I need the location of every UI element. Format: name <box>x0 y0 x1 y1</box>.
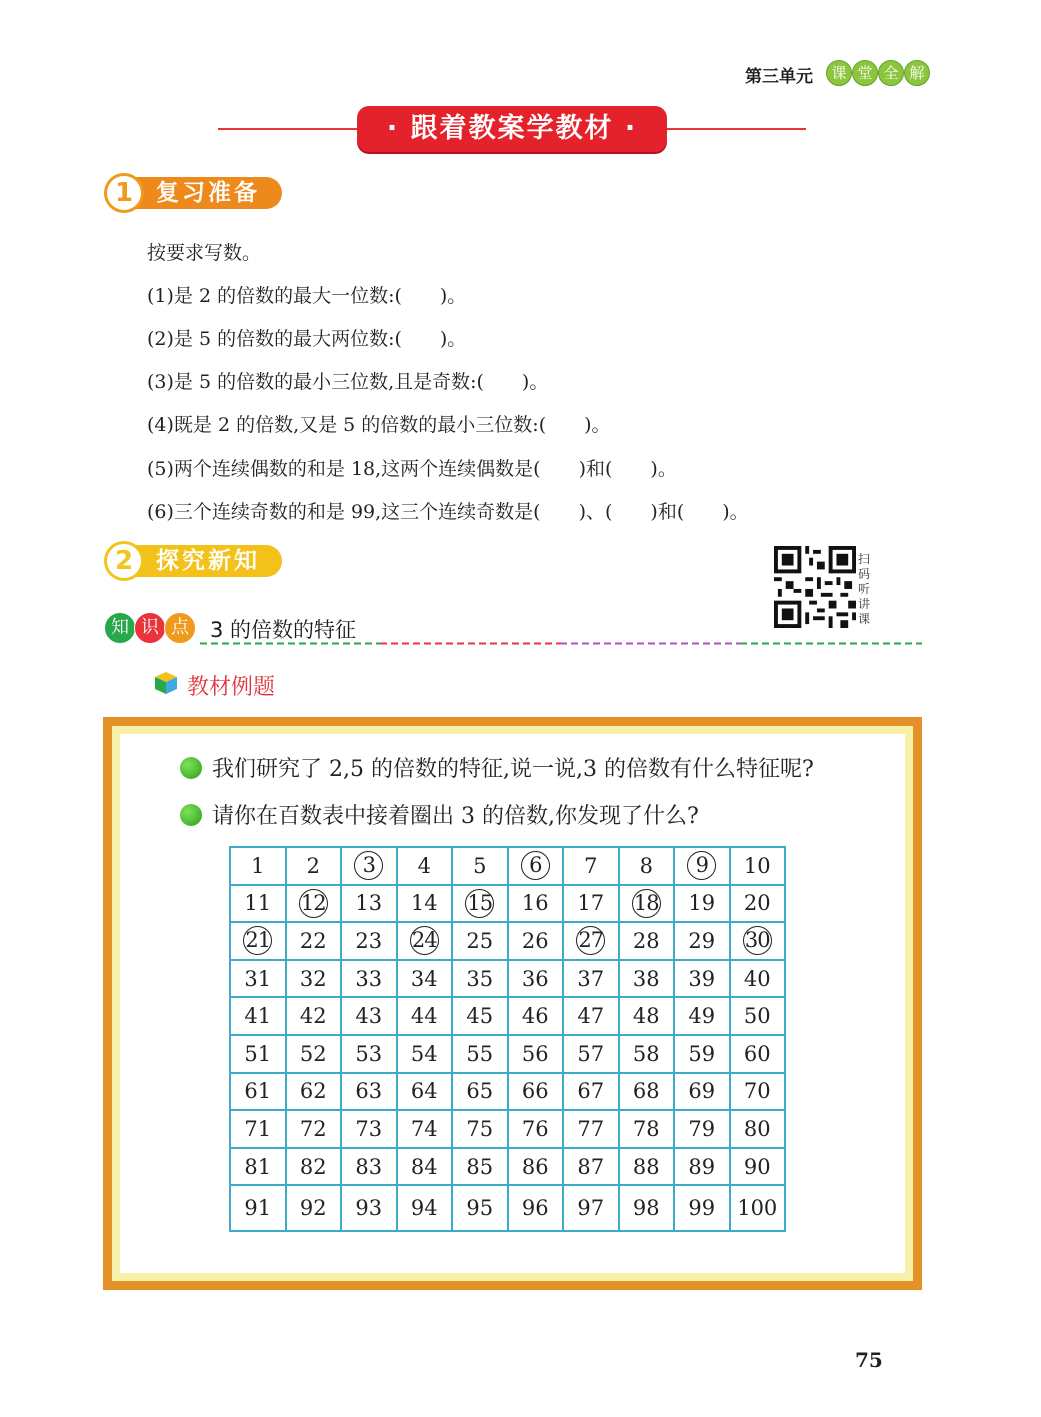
cell-number: 57 <box>577 1041 605 1066</box>
chart-cell[interactable] <box>286 847 342 885</box>
cell-number: 48 <box>632 1004 660 1029</box>
chart-cell[interactable] <box>286 1035 342 1073</box>
cell-number: 26 <box>521 928 549 953</box>
cell-number: 71 <box>244 1116 272 1141</box>
chart-cell[interactable] <box>397 922 453 960</box>
question-text: 我们研究了 2,5 的倍数的特征,说一说,3 的倍数有什么特征呢? <box>212 757 814 782</box>
cell-number: 44 <box>410 1004 438 1029</box>
chart-cell[interactable] <box>397 1110 453 1148</box>
chart-cell[interactable] <box>508 1148 564 1186</box>
cell-number: 47 <box>577 1004 605 1029</box>
cell-number: 1 <box>251 853 265 878</box>
chart-cell[interactable] <box>619 997 675 1035</box>
chart-cell[interactable] <box>397 885 453 923</box>
chart-cell[interactable] <box>730 1185 786 1231</box>
chart-cell[interactable] <box>563 1035 619 1073</box>
brand-char: 解 <box>904 60 930 86</box>
chart-cell[interactable] <box>730 997 786 1035</box>
cell-number: 53 <box>355 1041 383 1066</box>
cell-number: 11 <box>244 891 272 916</box>
chart-cell[interactable] <box>452 1035 508 1073</box>
chart-cell[interactable] <box>452 885 508 923</box>
cell-number: 22 <box>299 928 327 953</box>
cell-number: 36 <box>521 966 549 991</box>
chart-cell[interactable] <box>286 885 342 923</box>
chart-row <box>230 1110 785 1148</box>
cell-number: 42 <box>299 1004 327 1029</box>
cell-number: 19 <box>688 891 716 916</box>
cell-number: 10 <box>743 853 771 878</box>
section-number: 2 <box>104 541 144 581</box>
chart-cell[interactable] <box>452 1148 508 1186</box>
chart-row <box>230 1073 785 1111</box>
chart-cell[interactable] <box>341 847 397 885</box>
review-item: (5)两个连续偶数的和是 18,这两个连续偶数是( )和( )。 <box>147 458 677 480</box>
chart-cell[interactable] <box>508 847 564 885</box>
chart-row <box>230 885 785 923</box>
chapter-banner: · 跟着教案学教材 · <box>357 106 667 152</box>
chart-cell[interactable] <box>230 960 286 998</box>
cell-number: 35 <box>466 966 494 991</box>
chart-cell[interactable] <box>397 997 453 1035</box>
cell-number: 38 <box>632 966 660 991</box>
cell-number: 95 <box>466 1196 494 1221</box>
kp-badge: 知 <box>104 612 136 644</box>
circled-number: 3 <box>354 851 383 880</box>
chart-cell[interactable] <box>341 960 397 998</box>
cell-number: 14 <box>410 891 438 916</box>
cell-number: 88 <box>632 1154 660 1179</box>
cell-number: 16 <box>521 891 549 916</box>
cell-number: 58 <box>632 1041 660 1066</box>
circled-number: 9 <box>687 851 716 880</box>
chart-cell[interactable] <box>563 1148 619 1186</box>
chart-cell[interactable] <box>563 960 619 998</box>
chart-cell[interactable] <box>452 1110 508 1148</box>
chart-cell[interactable] <box>286 1148 342 1186</box>
chart-cell[interactable] <box>619 1110 675 1148</box>
chart-cell[interactable] <box>730 847 786 885</box>
cell-number: 20 <box>743 891 771 916</box>
chart-cell[interactable] <box>508 922 564 960</box>
cell-number: 84 <box>410 1154 438 1179</box>
chart-cell[interactable] <box>230 922 286 960</box>
cell-number: 59 <box>688 1041 716 1066</box>
cell-number: 55 <box>466 1041 494 1066</box>
chart-cell[interactable] <box>286 1073 342 1111</box>
cell-number: 74 <box>410 1116 438 1141</box>
cell-number: 5 <box>473 853 487 878</box>
chart-row <box>230 1148 785 1186</box>
chart-row <box>230 1035 785 1073</box>
brand-char: 课 <box>826 60 852 86</box>
cell-number: 82 <box>299 1154 327 1179</box>
chart-cell[interactable] <box>452 847 508 885</box>
cell-number: 93 <box>355 1196 383 1221</box>
circled-number: 30 <box>743 926 772 955</box>
dashed-divider <box>200 642 922 645</box>
chart-cell[interactable] <box>508 997 564 1035</box>
cell-number: 49 <box>688 1004 716 1029</box>
cell-number: 86 <box>521 1154 549 1179</box>
chart-cell[interactable] <box>341 1185 397 1231</box>
banner-line-right <box>662 128 806 130</box>
chart-cell[interactable] <box>674 1185 730 1231</box>
review-item: (6)三个连续奇数的和是 99,这三个连续奇数是( )、( )和( )。 <box>147 501 749 523</box>
cell-number: 92 <box>299 1196 327 1221</box>
chart-cell[interactable] <box>730 1073 786 1111</box>
question-line <box>180 752 814 783</box>
chart-cell[interactable] <box>452 922 508 960</box>
cell-number: 64 <box>410 1079 438 1104</box>
cell-number: 89 <box>688 1154 716 1179</box>
chart-row <box>230 997 785 1035</box>
chart-cell[interactable] <box>230 1035 286 1073</box>
cell-number: 29 <box>688 928 716 953</box>
question-line <box>180 799 699 830</box>
cell-number: 73 <box>355 1116 383 1141</box>
chart-cell[interactable] <box>341 1073 397 1111</box>
example-title: 教材例题 <box>187 675 276 700</box>
cell-number: 87 <box>577 1154 605 1179</box>
chart-cell[interactable] <box>730 1148 786 1186</box>
chart-cell[interactable] <box>452 997 508 1035</box>
cell-number: 4 <box>417 853 431 878</box>
cell-number: 70 <box>743 1079 771 1104</box>
cell-number: 100 <box>737 1196 778 1221</box>
chart-cell[interactable] <box>730 1110 786 1148</box>
chart-cell[interactable] <box>619 922 675 960</box>
section-explore-header <box>104 542 282 580</box>
chart-cell[interactable] <box>397 1073 453 1111</box>
chart-cell[interactable] <box>619 1148 675 1186</box>
green-bullet-icon <box>180 757 202 779</box>
cell-number: 75 <box>466 1116 494 1141</box>
chart-cell[interactable] <box>397 1035 453 1073</box>
cell-number: 23 <box>355 928 383 953</box>
chart-cell[interactable] <box>341 1110 397 1148</box>
chart-cell[interactable] <box>674 1073 730 1111</box>
chart-cell[interactable] <box>730 1035 786 1073</box>
chart-cell[interactable] <box>508 1073 564 1111</box>
chart-row <box>230 922 785 960</box>
chart-cell[interactable] <box>508 1185 564 1231</box>
cell-number: 54 <box>410 1041 438 1066</box>
chart-cell[interactable] <box>619 885 675 923</box>
circled-number: 21 <box>243 926 272 955</box>
chart-cell[interactable] <box>286 960 342 998</box>
chart-cell[interactable] <box>563 1185 619 1231</box>
chart-cell[interactable] <box>341 922 397 960</box>
cell-number: 39 <box>688 966 716 991</box>
chart-cell[interactable] <box>619 847 675 885</box>
review-item: (3)是 5 的倍数的最小三位数,且是奇数:( )。 <box>147 371 549 393</box>
cell-number: 79 <box>688 1116 716 1141</box>
chart-cell[interactable] <box>286 922 342 960</box>
cell-number: 90 <box>743 1154 771 1179</box>
cell-number: 51 <box>244 1041 272 1066</box>
chart-cell[interactable] <box>563 847 619 885</box>
chart-row <box>230 847 785 885</box>
qr-code-icon[interactable] <box>774 546 856 628</box>
kp-badge: 识 <box>134 612 166 644</box>
chart-cell[interactable] <box>674 847 730 885</box>
chart-cell[interactable] <box>341 885 397 923</box>
cell-number: 96 <box>521 1196 549 1221</box>
cell-number: 45 <box>466 1004 494 1029</box>
chart-cell[interactable] <box>674 960 730 998</box>
cell-number: 43 <box>355 1004 383 1029</box>
cell-number: 83 <box>355 1154 383 1179</box>
chart-cell[interactable] <box>674 1110 730 1148</box>
section-title: 探究新知 <box>130 545 282 577</box>
cell-number: 77 <box>577 1116 605 1141</box>
chart-cell[interactable] <box>397 1185 453 1231</box>
knowledge-point-badges <box>104 612 194 644</box>
chart-cell[interactable] <box>508 1110 564 1148</box>
chart-cell[interactable] <box>341 997 397 1035</box>
circled-number: 6 <box>521 851 550 880</box>
cell-number: 65 <box>466 1079 494 1104</box>
chart-cell[interactable] <box>286 1185 342 1231</box>
cell-number: 46 <box>521 1004 549 1029</box>
chart-cell[interactable] <box>563 885 619 923</box>
cell-number: 78 <box>632 1116 660 1141</box>
chart-cell[interactable] <box>341 1035 397 1073</box>
chart-cell[interactable] <box>619 1073 675 1111</box>
banner-line-left <box>218 128 363 130</box>
chart-cell[interactable] <box>452 1073 508 1111</box>
unit-label: 第三单元 <box>745 67 813 87</box>
circled-number: 12 <box>299 889 328 918</box>
cell-number: 56 <box>521 1041 549 1066</box>
cell-number: 60 <box>743 1041 771 1066</box>
circled-number: 15 <box>465 889 494 918</box>
cell-number: 63 <box>355 1079 383 1104</box>
cell-number: 61 <box>244 1079 272 1104</box>
green-bullet-icon <box>180 804 202 826</box>
chart-cell[interactable] <box>452 960 508 998</box>
cell-number: 17 <box>577 891 605 916</box>
chart-cell[interactable] <box>230 847 286 885</box>
cell-number: 37 <box>577 966 605 991</box>
chart-cell[interactable] <box>341 1148 397 1186</box>
chart-cell[interactable] <box>230 1185 286 1231</box>
cell-number: 62 <box>299 1079 327 1104</box>
chart-cell[interactable] <box>397 960 453 998</box>
qr-caption: 扫 码 听 讲 课 <box>858 552 871 626</box>
chart-cell[interactable] <box>674 1148 730 1186</box>
kp-badge: 点 <box>164 612 196 644</box>
chart-cell[interactable] <box>397 847 453 885</box>
chart-cell[interactable] <box>286 997 342 1035</box>
cell-number: 52 <box>299 1041 327 1066</box>
cell-number: 66 <box>521 1079 549 1104</box>
chart-cell[interactable] <box>508 885 564 923</box>
section-number: 1 <box>104 173 144 213</box>
cell-number: 99 <box>688 1196 716 1221</box>
section-title: 复习准备 <box>130 177 282 209</box>
cell-number: 76 <box>521 1116 549 1141</box>
cell-number: 25 <box>466 928 494 953</box>
cell-number: 68 <box>632 1079 660 1104</box>
chart-cell[interactable] <box>508 1035 564 1073</box>
chart-cell[interactable] <box>397 1148 453 1186</box>
chart-cell[interactable] <box>674 1035 730 1073</box>
circled-number: 24 <box>410 926 439 955</box>
cell-number: 41 <box>244 1004 272 1029</box>
chart-cell[interactable] <box>619 1185 675 1231</box>
cube-icon <box>153 670 179 696</box>
brand-char: 堂 <box>852 60 878 86</box>
chart-cell[interactable] <box>230 1073 286 1111</box>
chart-cell[interactable] <box>286 1110 342 1148</box>
cell-number: 69 <box>688 1079 716 1104</box>
cell-number: 33 <box>355 966 383 991</box>
chart-cell[interactable] <box>563 1073 619 1111</box>
cell-number: 34 <box>410 966 438 991</box>
cell-number: 28 <box>632 928 660 953</box>
cell-number: 13 <box>355 891 383 916</box>
chart-cell[interactable] <box>230 885 286 923</box>
book-brand <box>826 60 930 86</box>
chart-cell[interactable] <box>730 960 786 998</box>
review-item: (2)是 5 的倍数的最大两位数:( )。 <box>147 328 467 350</box>
chart-cell[interactable] <box>730 922 786 960</box>
cell-number: 7 <box>584 853 598 878</box>
chart-cell[interactable] <box>619 960 675 998</box>
chart-cell[interactable] <box>508 960 564 998</box>
cell-number: 80 <box>743 1116 771 1141</box>
cell-number: 67 <box>577 1079 605 1104</box>
chart-row <box>230 1185 785 1231</box>
chart-cell[interactable] <box>452 1185 508 1231</box>
circled-number: 27 <box>576 926 605 955</box>
chart-cell[interactable] <box>730 885 786 923</box>
cell-number: 31 <box>244 966 272 991</box>
chart-cell[interactable] <box>563 1110 619 1148</box>
cell-number: 32 <box>299 966 327 991</box>
brand-char: 全 <box>878 60 904 86</box>
cell-number: 81 <box>244 1154 272 1179</box>
cell-number: 97 <box>577 1196 605 1221</box>
section-review-header <box>104 174 282 212</box>
chart-cell[interactable] <box>674 885 730 923</box>
cell-number: 91 <box>244 1196 272 1221</box>
review-item: (4)既是 2 的倍数,又是 5 的倍数的最小三位数:( )。 <box>147 414 611 436</box>
knowledge-point-title: 3 的倍数的特征 <box>210 618 357 642</box>
cell-number: 50 <box>743 1004 771 1029</box>
chart-cell[interactable] <box>563 997 619 1035</box>
chart-cell[interactable] <box>230 1110 286 1148</box>
chart-cell[interactable] <box>230 997 286 1035</box>
review-intro: 按要求写数。 <box>147 242 262 264</box>
circled-number: 18 <box>632 889 661 918</box>
cell-number: 94 <box>410 1196 438 1221</box>
chart-cell[interactable] <box>674 997 730 1035</box>
cell-number: 40 <box>743 966 771 991</box>
hundred-chart <box>229 846 786 1232</box>
review-item: (1)是 2 的倍数的最大一位数:( )。 <box>147 285 467 307</box>
chart-cell[interactable] <box>619 1035 675 1073</box>
cell-number: 8 <box>639 853 653 878</box>
question-text: 请你在百数表中接着圈出 3 的倍数,你发现了什么? <box>212 804 699 829</box>
cell-number: 72 <box>299 1116 327 1141</box>
chart-cell[interactable] <box>563 922 619 960</box>
chart-cell[interactable] <box>230 1148 286 1186</box>
cell-number: 98 <box>632 1196 660 1221</box>
chart-row <box>230 960 785 998</box>
cell-number: 2 <box>306 853 320 878</box>
page-number: 75 <box>855 1348 883 1372</box>
chart-cell[interactable] <box>674 922 730 960</box>
cell-number: 85 <box>466 1154 494 1179</box>
